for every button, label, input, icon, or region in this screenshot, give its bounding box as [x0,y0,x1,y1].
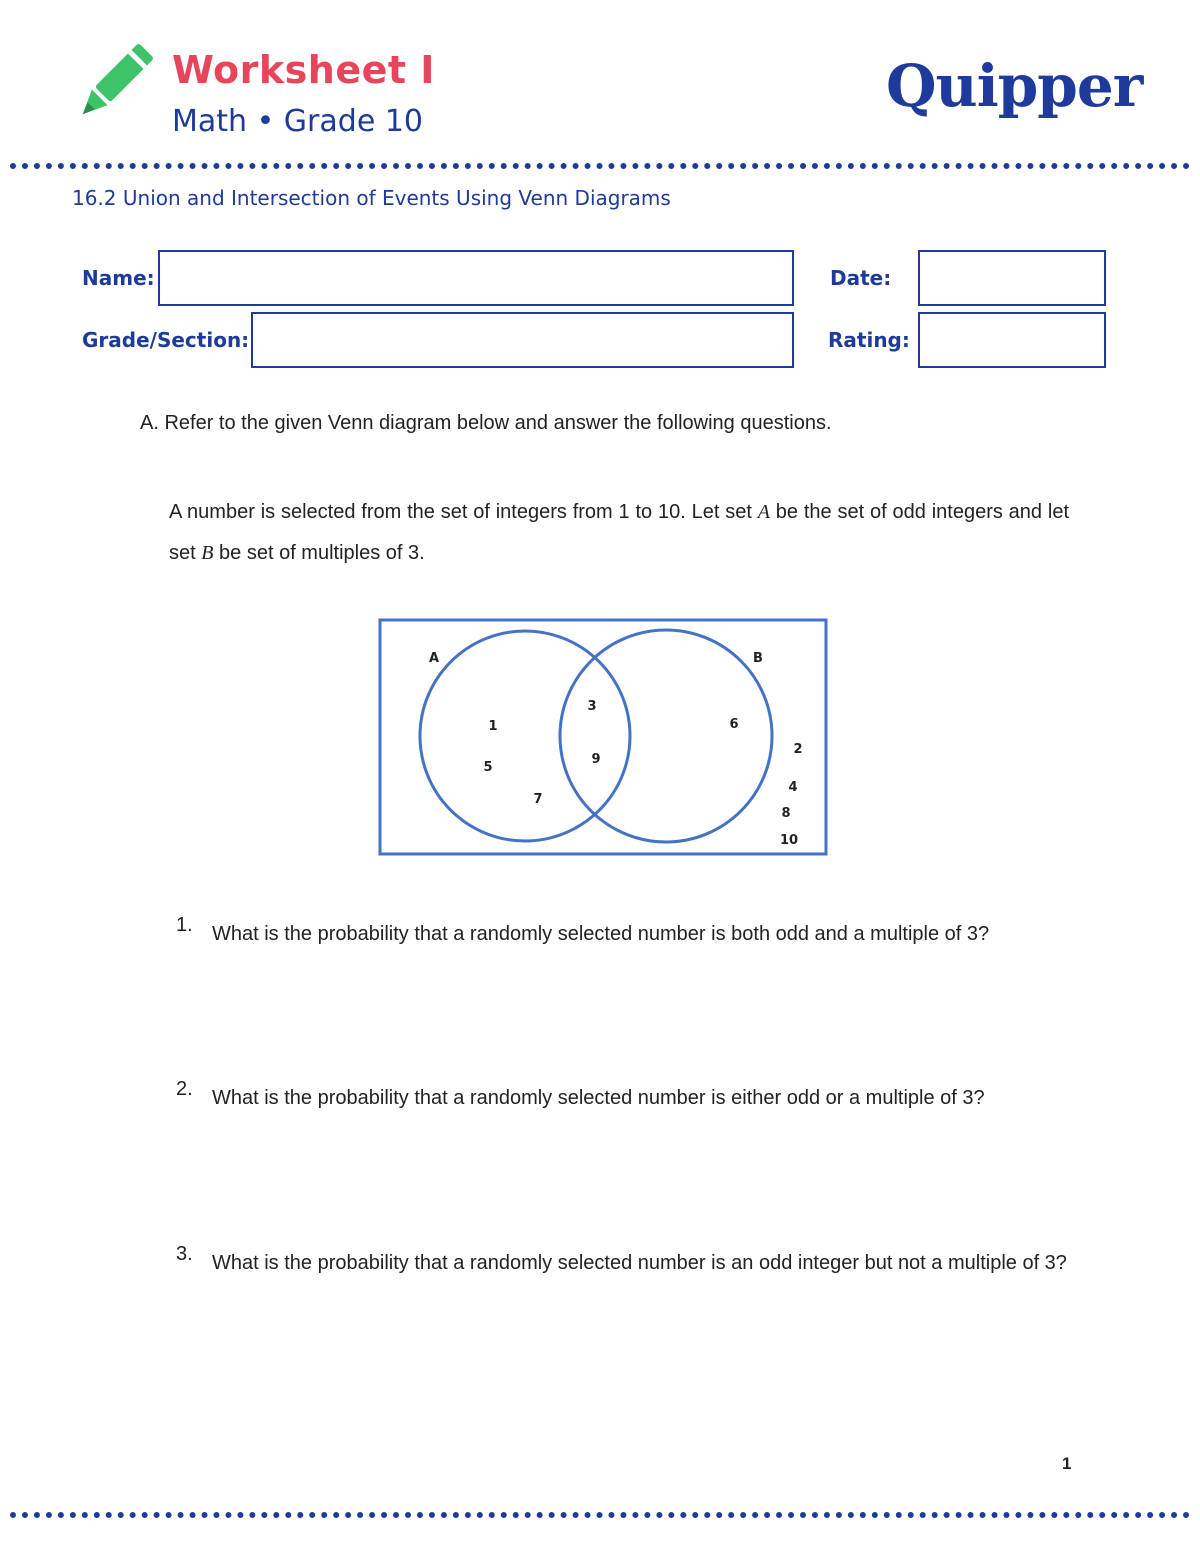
question-number: 3. [176,1243,193,1265]
set-b-symbol: B [201,542,214,564]
subject-grade: Math • Grade 10 [172,104,423,139]
set-a-label: A [428,651,440,666]
page-number: 1 [1062,1454,1072,1473]
intro-part-3: be set of multiples of 3. [213,542,425,564]
grade-section-label: Grade/Section: [82,328,250,352]
venn-number: 9 [591,752,601,767]
set-a-circle [420,631,630,841]
intro-part-2: be the set of odd integers and let set [169,501,1070,564]
bottom-divider [10,1512,1190,1518]
question-text: What is the probability that a randomly selected number is both odd and a multiple of 3? [212,923,990,945]
venn-diagram [378,618,828,856]
venn-number: 6 [729,717,739,732]
section-a-instruction: A. Refer to the given Venn diagram below and answer the following questions. [140,412,832,434]
venn-number: 3 [587,699,597,714]
question-text: What is the probability that a randomly selected number is an odd integer but not a multiple of 3? [212,1252,1067,1274]
pencil-icon [68,40,154,132]
worksheet-title: Worksheet I [172,48,435,92]
rating-label: Rating: [828,328,910,352]
brand-logo: Quipper [886,52,1143,120]
venn-number: 2 [793,742,803,757]
venn-number: 5 [483,760,493,775]
question-text: What is the probability that a randomly selected number is either odd or a multiple of 3? [212,1087,985,1109]
rating-field[interactable] [918,312,1106,368]
date-field[interactable] [918,250,1106,306]
set-a-symbol: A [757,501,770,523]
venn-number: 7 [533,792,543,807]
name-field[interactable] [158,250,794,306]
problem-statement [169,492,1069,574]
intro-part-1: A number is selected from the set of integers from 1 to 10. Let set [169,501,758,523]
set-b-circle [560,630,772,842]
name-label: Name: [82,266,155,290]
set-b-label: B [753,651,763,666]
question-number: 2. [176,1078,193,1100]
grade-section-field[interactable] [251,312,794,368]
venn-number: 4 [788,780,798,795]
date-label: Date: [830,266,892,290]
venn-number: 1 [488,719,498,734]
venn-number: 8 [781,806,791,821]
question-number: 1. [176,914,193,936]
venn-number: 10 [779,833,799,848]
top-divider [10,163,1190,169]
lesson-title: 16.2 Union and Intersection of Events Using Venn Diagrams [72,186,671,210]
